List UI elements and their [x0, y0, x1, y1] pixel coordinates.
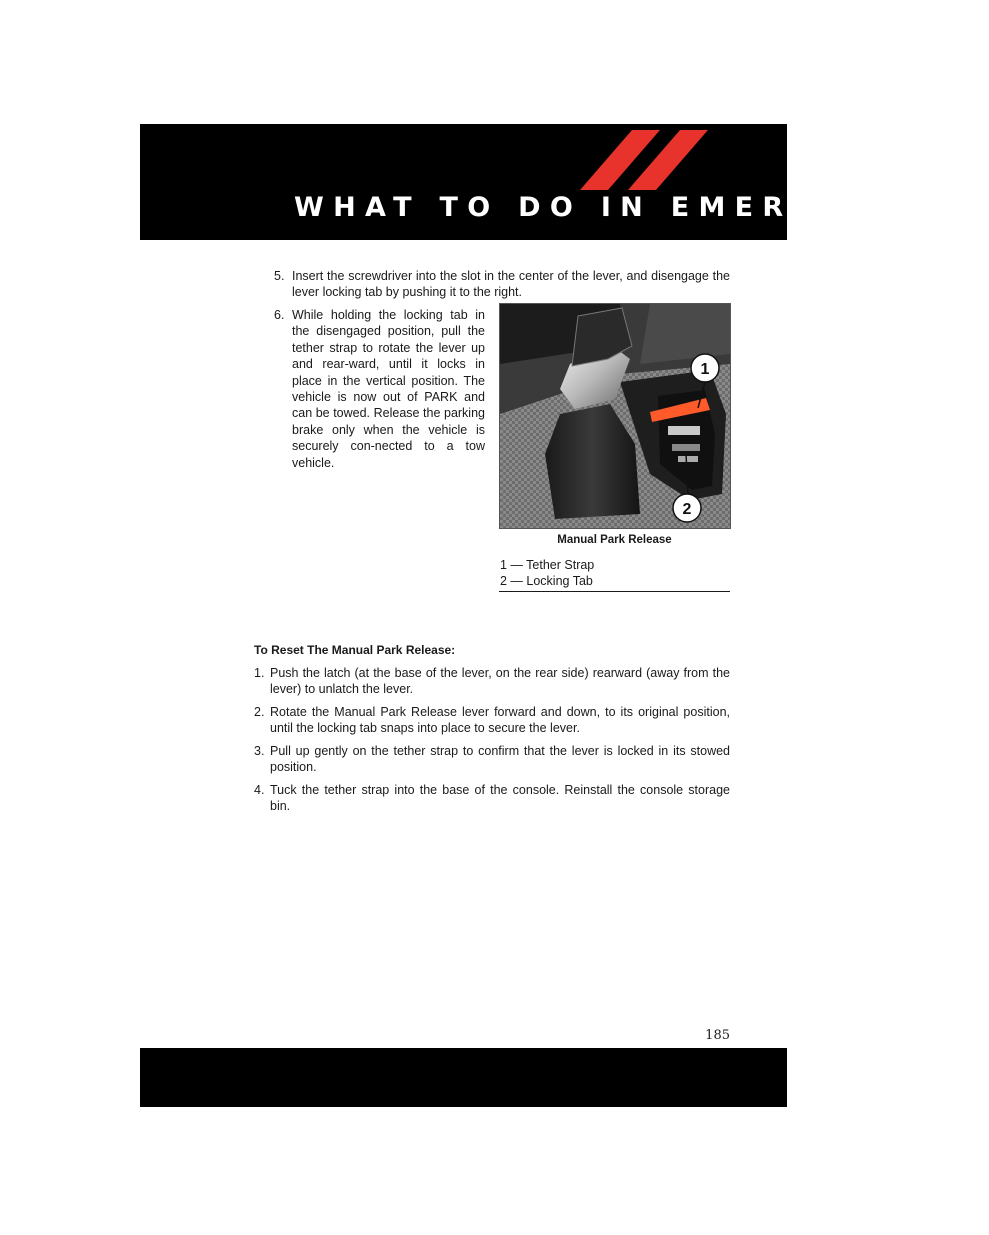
step-number: 2. [254, 705, 265, 719]
legend-item-locking-tab: 2 — Locking Tab [500, 574, 593, 588]
reset-step-2 [254, 704, 730, 737]
step-number: 1. [254, 666, 265, 680]
reset-step-3 [254, 743, 730, 776]
step-text: While holding the locking tab in the disengaged position, pull the tether strap to rotate the lever up and rear-ward, until it locks in place in the vertical position. The vehicle is now out of PARK and can be towed. Release the parking brake only when the vehicle is securely con-nected to a tow vehicle. [292, 308, 485, 470]
header-band [140, 124, 989, 240]
callout-1 [691, 354, 719, 382]
legend-item-tether-strap: 1 — Tether Strap [500, 558, 595, 572]
manual-park-release-photo [499, 303, 731, 529]
reset-step-1 [254, 665, 730, 698]
step-number: 3. [254, 744, 265, 758]
page-number: 185 [705, 1028, 730, 1043]
step-text: Pull up gently on the tether strap to confirm that the lever is locked in its stowed position. [270, 744, 730, 775]
footer-band [140, 1048, 787, 1107]
figure-caption: Manual Park Release [557, 534, 672, 546]
step-number: 5. [274, 269, 285, 283]
step-number: 4. [254, 783, 265, 797]
step-6 [274, 307, 485, 471]
step-text: Rotate the Manual Park Release lever forward and down, to its original position, until the locking tab snaps into place to secure the lever. [270, 705, 730, 736]
step-text: Insert the screwdriver into the slot in the center of the lever, and disengage the lever locking tab by pushing it to the right. [292, 269, 730, 300]
reset-heading: To Reset The Manual Park Release: [254, 643, 456, 657]
step-5 [274, 268, 730, 301]
reset-step-4 [254, 782, 730, 815]
step-text: Push the latch (at the base of the lever, on the rear side) rearward (away from the lever) to unlatch the lever. [270, 666, 730, 697]
step-text: Tuck the tether strap into the base of the console. Reinstall the console storage bin. [270, 783, 730, 814]
step-number: 6. [274, 308, 285, 322]
svg-text:1: 1 [700, 361, 710, 378]
shifter-illustration [500, 304, 730, 528]
brand-stripes-icon [580, 130, 730, 190]
chapter-title: WHAT TO DO IN EMERGENCIES [294, 192, 989, 223]
callout-2 [673, 494, 701, 522]
legend-divider [499, 591, 730, 592]
svg-text:2: 2 [682, 501, 692, 518]
